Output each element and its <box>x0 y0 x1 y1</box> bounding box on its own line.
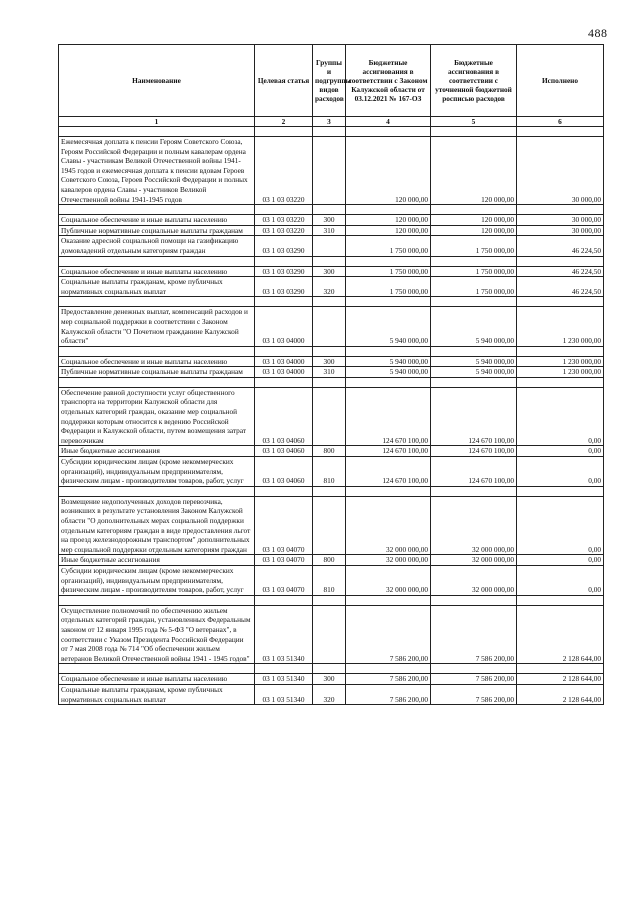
spacer-cell <box>59 595 255 605</box>
cell-group: 300 <box>313 215 346 226</box>
cell-law: 7 586 200,00 <box>346 674 431 685</box>
cell-done: 46 224,50 <box>517 266 604 277</box>
cell-refined: 124 670 100,00 <box>431 446 517 457</box>
cell-done: 2 128 644,00 <box>517 684 604 704</box>
cell-law: 124 670 100,00 <box>346 457 431 487</box>
column-number: 1 <box>59 117 255 127</box>
spacer-row <box>59 377 604 387</box>
cell-target: 03 1 03 04070 <box>255 555 313 566</box>
cell-law: 124 670 100,00 <box>346 446 431 457</box>
table-row <box>59 236 604 256</box>
spacer-cell <box>431 297 517 307</box>
spacer-cell <box>313 127 346 137</box>
cell-law: 7 586 200,00 <box>346 684 431 704</box>
cell-group: 300 <box>313 266 346 277</box>
cell-target: 03 1 03 03290 <box>255 236 313 256</box>
cell-name: Субсидии юридическим лицам (кроме некоммерческих организаций), индивидуальным предпринимателям, физическим лицам - производителям товаров, работ, услуг <box>59 565 255 595</box>
table-row <box>59 225 604 236</box>
header-row <box>59 45 604 117</box>
cell-refined: 7 586 200,00 <box>431 605 517 664</box>
spacer-cell <box>313 377 346 387</box>
cell-refined: 7 586 200,00 <box>431 674 517 685</box>
spacer-cell <box>346 127 431 137</box>
cell-refined: 120 000,00 <box>431 215 517 226</box>
cell-name: Публичные нормативные социальные выплаты гражданам <box>59 225 255 236</box>
spacer-cell <box>431 346 517 356</box>
spacer-cell <box>59 127 255 137</box>
column-number: 6 <box>517 117 604 127</box>
cell-target: 03 1 03 03290 <box>255 266 313 277</box>
cell-target: 03 1 03 04000 <box>255 307 313 346</box>
column-header-target: Целевая статья <box>255 45 313 117</box>
spacer-cell <box>346 205 431 215</box>
cell-group: 310 <box>313 367 346 378</box>
spacer-cell <box>255 664 313 674</box>
cell-law: 1 750 000,00 <box>346 236 431 256</box>
cell-refined: 124 670 100,00 <box>431 457 517 487</box>
cell-group <box>313 387 346 446</box>
spacer-cell <box>313 256 346 266</box>
column-number: 2 <box>255 117 313 127</box>
cell-refined: 120 000,00 <box>431 137 517 205</box>
cell-law: 120 000,00 <box>346 225 431 236</box>
cell-refined: 5 940 000,00 <box>431 367 517 378</box>
spacer-cell <box>59 346 255 356</box>
cell-done: 2 128 644,00 <box>517 674 604 685</box>
table-row <box>59 356 604 367</box>
table-row <box>59 387 604 446</box>
spacer-cell <box>255 486 313 496</box>
cell-done: 30 000,00 <box>517 225 604 236</box>
spacer-cell <box>517 256 604 266</box>
spacer-cell <box>517 486 604 496</box>
cell-name: Осуществление полномочий по обеспечению жильем отдельных категорий граждан, установленных Федеральным законом от 12 января 1995 года № 5-ФЗ "О ветеранах", в соответствии с Указом Президента Российской Федерации от 7 мая 2008 года № 714 "Об обеспечении жильем ветеранов Великой Отечественной войны 1941 - 1945 годов" <box>59 605 255 664</box>
spacer-cell <box>59 256 255 266</box>
spacer-cell <box>517 595 604 605</box>
cell-target: 03 1 03 51340 <box>255 605 313 664</box>
cell-target: 03 1 03 03220 <box>255 215 313 226</box>
cell-refined: 1 750 000,00 <box>431 236 517 256</box>
cell-done: 2 128 644,00 <box>517 605 604 664</box>
cell-done: 0,00 <box>517 555 604 566</box>
spacer-cell <box>346 595 431 605</box>
cell-name: Публичные нормативные социальные выплаты гражданам <box>59 367 255 378</box>
column-number-row <box>59 117 604 127</box>
spacer-cell <box>255 127 313 137</box>
cell-done: 0,00 <box>517 446 604 457</box>
spacer-cell <box>346 377 431 387</box>
cell-refined: 32 000 000,00 <box>431 555 517 566</box>
cell-name: Социальные выплаты гражданам, кроме публичных нормативных социальных выплат <box>59 277 255 297</box>
cell-law: 32 000 000,00 <box>346 496 431 555</box>
table-row <box>59 215 604 226</box>
spacer-cell <box>431 486 517 496</box>
cell-done: 1 230 000,00 <box>517 307 604 346</box>
spacer-cell <box>255 377 313 387</box>
spacer-cell <box>255 256 313 266</box>
spacer-cell <box>59 205 255 215</box>
column-number: 5 <box>431 117 517 127</box>
cell-law: 32 000 000,00 <box>346 555 431 566</box>
spacer-cell <box>313 664 346 674</box>
cell-law: 5 940 000,00 <box>346 356 431 367</box>
cell-target: 03 1 03 51340 <box>255 674 313 685</box>
cell-law: 1 750 000,00 <box>346 277 431 297</box>
cell-refined: 32 000 000,00 <box>431 565 517 595</box>
cell-target: 03 1 03 04070 <box>255 565 313 595</box>
cell-refined: 32 000 000,00 <box>431 496 517 555</box>
column-header-name: Наименование <box>59 45 255 117</box>
cell-done: 0,00 <box>517 457 604 487</box>
cell-law: 120 000,00 <box>346 215 431 226</box>
column-header-law: Бюджетные ассигнования в соответствии с Законом Калужской области от 03.12.2021 № 167-ОЗ <box>346 45 431 117</box>
cell-group: 800 <box>313 555 346 566</box>
cell-group <box>313 137 346 205</box>
cell-group: 300 <box>313 356 346 367</box>
cell-refined: 1 750 000,00 <box>431 277 517 297</box>
cell-target: 03 1 03 04060 <box>255 446 313 457</box>
cell-refined: 5 940 000,00 <box>431 356 517 367</box>
spacer-row <box>59 127 604 137</box>
cell-law: 7 586 200,00 <box>346 605 431 664</box>
table-row <box>59 446 604 457</box>
column-header-group: Группы и подгруппы видов расходов <box>313 45 346 117</box>
cell-done: 0,00 <box>517 565 604 595</box>
table-row <box>59 266 604 277</box>
cell-done: 46 224,50 <box>517 236 604 256</box>
cell-target: 03 1 03 03220 <box>255 225 313 236</box>
spacer-cell <box>431 377 517 387</box>
cell-done: 30 000,00 <box>517 137 604 205</box>
spacer-cell <box>517 377 604 387</box>
spacer-cell <box>431 595 517 605</box>
cell-target: 03 1 03 04060 <box>255 457 313 487</box>
cell-refined: 120 000,00 <box>431 225 517 236</box>
cell-refined: 5 940 000,00 <box>431 307 517 346</box>
spacer-cell <box>59 377 255 387</box>
cell-name: Иные бюджетные ассигнования <box>59 555 255 566</box>
cell-group: 800 <box>313 446 346 457</box>
spacer-cell <box>59 486 255 496</box>
cell-group <box>313 236 346 256</box>
spacer-row <box>59 346 604 356</box>
spacer-row <box>59 205 604 215</box>
cell-name: Социальное обеспечение и иные выплаты населению <box>59 356 255 367</box>
cell-group: 300 <box>313 674 346 685</box>
cell-name: Предоставление денежных выплат, компенсаций расходов и мер социальной поддержки в соответствии с Законом Калужской области "О Почетном гражданине Калужской области" <box>59 307 255 346</box>
spacer-cell <box>255 346 313 356</box>
spacer-cell <box>313 595 346 605</box>
cell-group: 810 <box>313 457 346 487</box>
column-header-done: Исполнено <box>517 45 604 117</box>
spacer-cell <box>346 486 431 496</box>
spacer-cell <box>313 205 346 215</box>
cell-name: Субсидии юридическим лицам (кроме некоммерческих организаций), индивидуальным предпринимателям, физическим лицам - производителям товаров, работ, услуг <box>59 457 255 487</box>
table-row <box>59 367 604 378</box>
cell-done: 1 230 000,00 <box>517 367 604 378</box>
cell-name: Социальные выплаты гражданам, кроме публичных нормативных социальных выплат <box>59 684 255 704</box>
spacer-cell <box>346 297 431 307</box>
cell-refined: 7 586 200,00 <box>431 684 517 704</box>
spacer-cell <box>431 127 517 137</box>
cell-law: 5 940 000,00 <box>346 307 431 346</box>
cell-target: 03 1 03 03220 <box>255 137 313 205</box>
table-row <box>59 674 604 685</box>
table-row <box>59 457 604 487</box>
table-row <box>59 496 604 555</box>
page-number: 488 <box>588 26 608 40</box>
cell-group <box>313 307 346 346</box>
table-row <box>59 307 604 346</box>
spacer-cell <box>255 595 313 605</box>
column-number: 4 <box>346 117 431 127</box>
spacer-cell <box>346 346 431 356</box>
cell-group <box>313 496 346 555</box>
spacer-cell <box>346 256 431 266</box>
spacer-cell <box>59 297 255 307</box>
spacer-cell <box>59 664 255 674</box>
cell-target: 03 1 03 04000 <box>255 356 313 367</box>
spacer-cell <box>346 664 431 674</box>
cell-law: 1 750 000,00 <box>346 266 431 277</box>
table-row <box>59 684 604 704</box>
spacer-row <box>59 297 604 307</box>
cell-refined: 124 670 100,00 <box>431 387 517 446</box>
spacer-row <box>59 486 604 496</box>
cell-name: Иные бюджетные ассигнования <box>59 446 255 457</box>
cell-law: 120 000,00 <box>346 137 431 205</box>
cell-target: 03 1 03 03290 <box>255 277 313 297</box>
cell-group: 810 <box>313 565 346 595</box>
spacer-cell <box>517 664 604 674</box>
spacer-cell <box>255 297 313 307</box>
table-row <box>59 565 604 595</box>
table-row <box>59 277 604 297</box>
cell-refined: 1 750 000,00 <box>431 266 517 277</box>
cell-done: 30 000,00 <box>517 215 604 226</box>
cell-name: Ежемесячная доплата к пенсии Героям Советского Союза, Героям Российской Федерации и полным кавалерам ордена Славы - участникам Великой Отечественной войны 1941-1945 годов и ежемесячная доплата к пенсии вдовам Героев Советского Союза, Героев Российской Федерации и полных кавалеров ордена Славы - участников Великой Отечественной войны 1941-1945 годов <box>59 137 255 205</box>
table-body <box>59 127 604 705</box>
cell-done: 1 230 000,00 <box>517 356 604 367</box>
spacer-cell <box>255 205 313 215</box>
cell-name: Социальное обеспечение и иные выплаты населению <box>59 215 255 226</box>
spacer-cell <box>517 127 604 137</box>
cell-done: 0,00 <box>517 387 604 446</box>
cell-done: 0,00 <box>517 496 604 555</box>
spacer-cell <box>431 205 517 215</box>
spacer-cell <box>517 346 604 356</box>
cell-group <box>313 605 346 664</box>
spacer-cell <box>517 205 604 215</box>
column-number: 3 <box>313 117 346 127</box>
cell-target: 03 1 03 04060 <box>255 387 313 446</box>
spacer-cell <box>313 346 346 356</box>
spacer-cell <box>431 256 517 266</box>
spacer-cell <box>313 486 346 496</box>
cell-target: 03 1 03 04070 <box>255 496 313 555</box>
cell-group: 310 <box>313 225 346 236</box>
cell-name: Оказание адресной социальной помощи на газификацию домовладений отдельным категориям граждан <box>59 236 255 256</box>
cell-law: 124 670 100,00 <box>346 387 431 446</box>
column-header-refined: Бюджетные ассигнования в соответствии с уточненной бюджетной росписью расходов <box>431 45 517 117</box>
spacer-row <box>59 595 604 605</box>
table-row <box>59 605 604 664</box>
cell-name: Социальное обеспечение и иные выплаты населению <box>59 674 255 685</box>
cell-group: 320 <box>313 684 346 704</box>
cell-done: 46 224,50 <box>517 277 604 297</box>
cell-name: Возмещение недополученных доходов перевозчика, возникших в результате установления Законом Калужской области "О дополнительных мерах социальной поддержки отдельным категориям граждан в виде предоставления льгот на проезд железнодорожным транспортом" дополнительных мер социальной поддержки отдельным категориям граждан <box>59 496 255 555</box>
cell-group: 320 <box>313 277 346 297</box>
table-row <box>59 137 604 205</box>
spacer-row <box>59 256 604 266</box>
spacer-cell <box>313 297 346 307</box>
spacer-cell <box>431 664 517 674</box>
cell-name: Обеспечение равной доступности услуг общественного транспорта на территории Калужской области для отдельных категорий граждан, оказание мер социальной поддержки которым относится к ведению Российской Федерации и Калужской области, путем возмещения затрат перевозчикам <box>59 387 255 446</box>
spacer-cell <box>517 297 604 307</box>
cell-name: Социальное обеспечение и иные выплаты населению <box>59 266 255 277</box>
cell-target: 03 1 03 51340 <box>255 684 313 704</box>
cell-target: 03 1 03 04000 <box>255 367 313 378</box>
spacer-row <box>59 664 604 674</box>
cell-law: 32 000 000,00 <box>346 565 431 595</box>
table-row <box>59 555 604 566</box>
budget-table <box>58 44 604 705</box>
cell-law: 5 940 000,00 <box>346 367 431 378</box>
